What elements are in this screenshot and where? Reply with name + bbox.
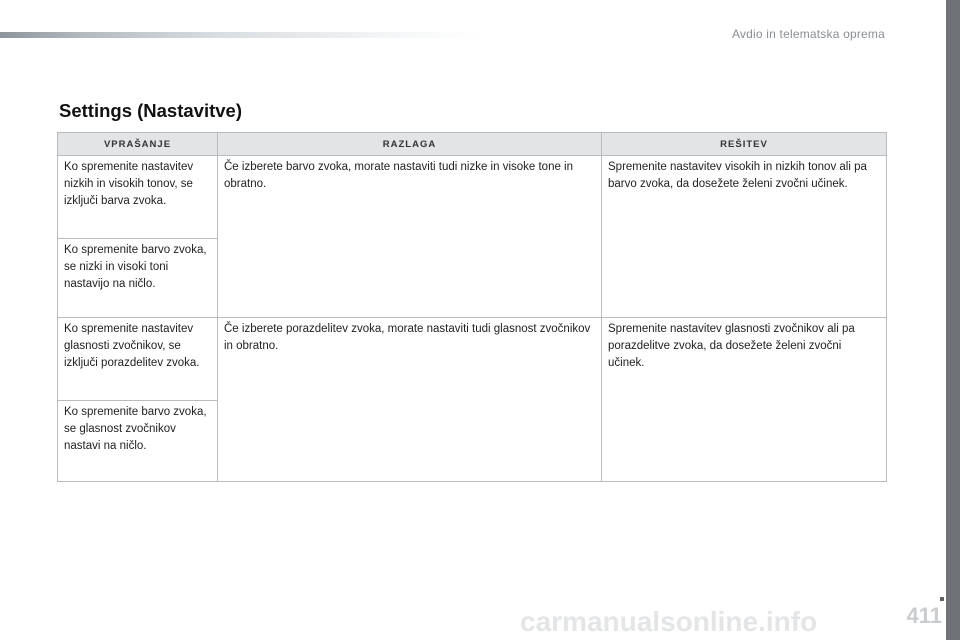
table-row: [58, 156, 887, 239]
faq-table: [57, 132, 887, 482]
question-cell: Ko spremenite nastavitev glasnosti zvočnikov, se izključi porazdelitev zvoka.: [58, 318, 218, 401]
solution-cell: Spremenite nastavitev visokih in nizkih tonov ali pa barvo zvoka, da dosežete želeni zvočni učinek.: [602, 156, 887, 318]
table-row: [58, 318, 887, 401]
solution-cell: Spremenite nastavitev glasnosti zvočnikov ali pa porazdelitve zvoka, da dosežete želeni zvočni učinek.: [602, 318, 887, 482]
side-edge-strip: [946, 0, 960, 640]
column-header-explanation: RAZLAGA: [218, 133, 602, 156]
question-cell: Ko spremenite barvo zvoka, se glasnost zvočnikov nastavi na ničlo.: [58, 401, 218, 482]
explanation-cell: Če izberete porazdelitev zvoka, morate nastaviti tudi glasnost zvočnikov in obratno.: [218, 318, 602, 482]
page-number: 411: [906, 603, 942, 628]
explanation-cell: Če izberete barvo zvoka, morate nastaviti tudi nizke in visoke tone in obratno.: [218, 156, 602, 318]
section-title: Avdio in telematska oprema: [731, 27, 885, 41]
page-marker: [940, 597, 944, 601]
table-header-row: [58, 133, 887, 156]
page-title: Settings (Nastavitve): [59, 100, 242, 121]
question-cell: Ko spremenite barvo zvoka, se nizki in visoki toni nastavijo na ničlo.: [58, 239, 218, 318]
column-header-solution: REŠITEV: [602, 133, 887, 156]
header-decorative-bar: [0, 32, 480, 38]
column-header-question: VPRAŠANJE: [58, 133, 218, 156]
question-cell: Ko spremenite nastavitev nizkih in visokih tonov, se izključi barva zvoka.: [58, 156, 218, 239]
watermark: carmanualsonline.info: [520, 606, 818, 637]
